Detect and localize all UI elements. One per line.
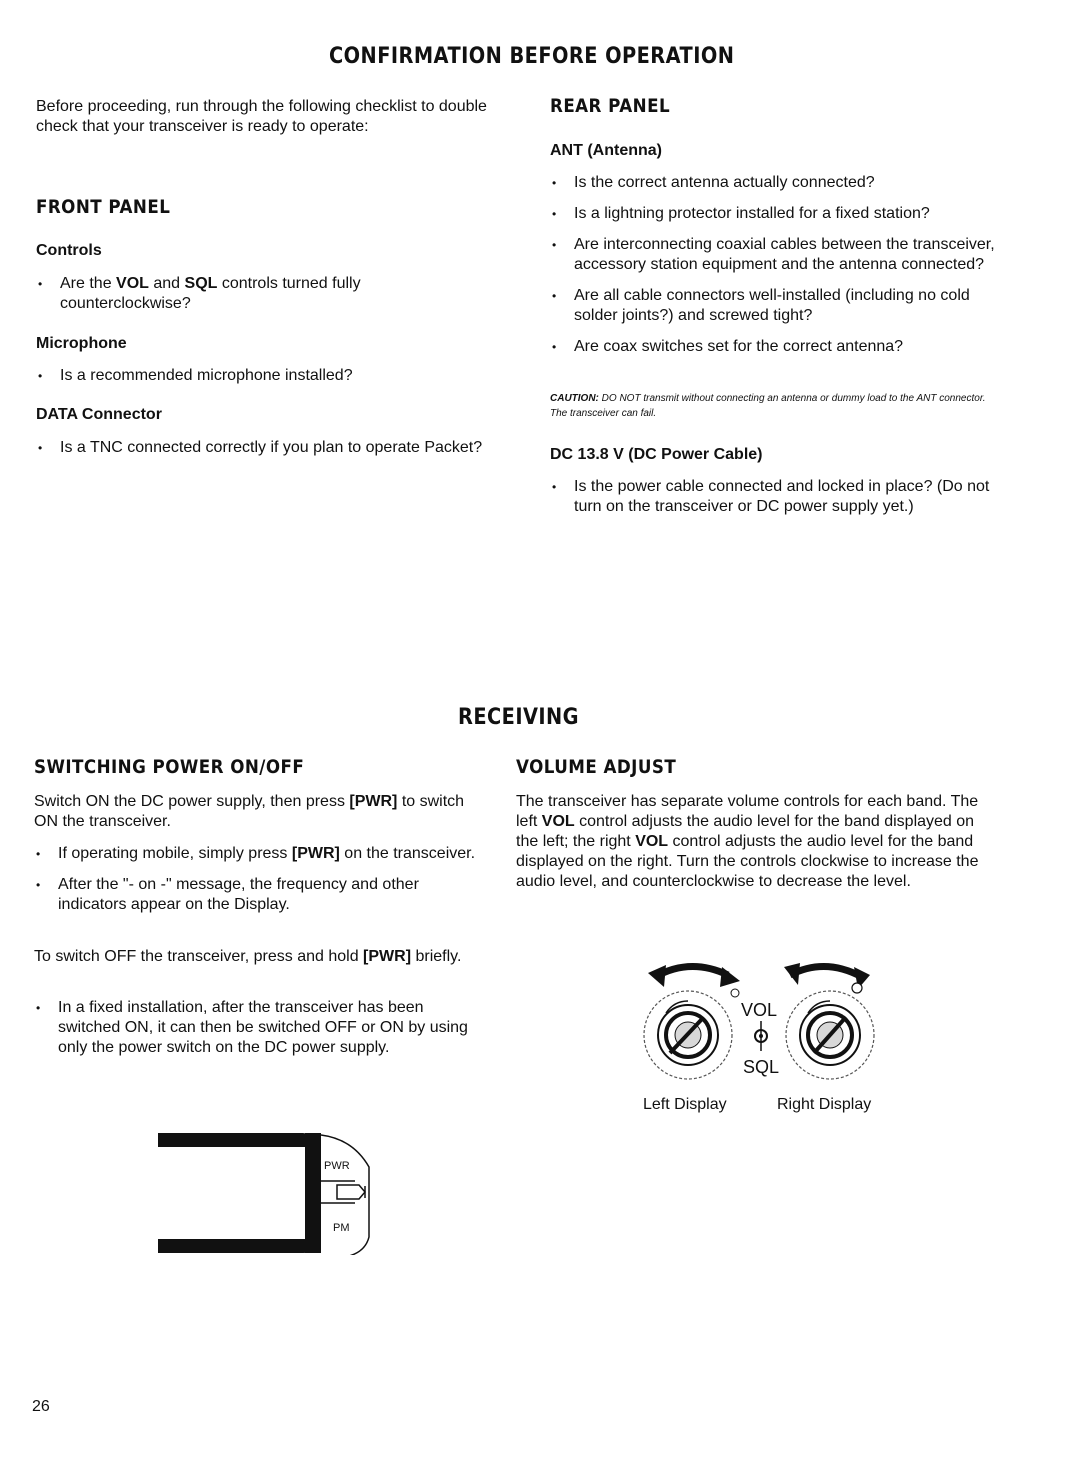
dc-power-heading: DC 13.8 V (DC Power Cable) [550,446,763,463]
pwr-label: PWR [324,1160,350,1172]
volume-paragraph: The transceiver has separate volume controls for each band. The left VOL control adjusts the audio level for the band displayed on the left; the right VOL control adjusts the audio level for the band displayed on the right. Turn the controls clockwise to increase the audio level, and counterclockwise to decrease the level. [516,793,979,890]
ant-list [550,173,996,368]
switching-list-2 [34,998,490,1069]
volume-knobs-illustration [640,955,900,1105]
transceiver-panel-illustration [155,1125,385,1255]
switching-paragraph-1: Switch ON the DC power supply, then press [PWR] to switch ON the transceiver. [34,793,465,830]
list-item: • Are coax switches set for the correct antenna? [550,337,996,357]
microphone-heading: Microphone [36,335,127,352]
arrow-head-left [648,965,666,987]
switching-power-heading: SWITCHING POWER ON/OFF [34,756,305,778]
list-item: • Is a recommended microphone installed? [36,366,486,386]
pwr-button-icon[interactable] [337,1185,365,1199]
vol-label: VOL [741,1000,778,1020]
list-item: • Is a TNC connected correctly if you plan to operate Packet? [36,438,486,458]
list-item: • After the "- on -" message, the frequency and other indicators appear on the Display. [34,875,484,915]
right-knob [786,991,874,1079]
right-display-caption: Right Display [777,1096,872,1113]
sql-label: SQL [743,1057,780,1077]
receiving-title: RECEIVING [458,705,580,730]
pm-label: PM [333,1222,350,1234]
ant-heading: ANT (Antenna) [550,142,662,159]
arrow-head-left-2 [784,963,800,985]
left-knob [644,991,732,1079]
list-item: • In a fixed installation, after the transceiver has been switched ON, it can then be switched OFF or ON by using only the power switch on the DC power supply. [34,998,490,1058]
data-connector-heading: DATA Connector [36,406,162,423]
page-title: CONFIRMATION BEFORE OPERATION [329,44,735,69]
page-number: 26 [32,1398,50,1415]
transceiver-body [158,1133,321,1253]
controls-heading: Controls [36,242,102,259]
list-item: • If operating mobile, simply press [PWR] on the transceiver. [34,844,484,864]
counterclockwise-arrow-icon [655,966,728,977]
list-item: • Are all cable connectors well-installed (including no cold solder joints?) and screwed tight? [550,286,996,326]
microphone-list [36,366,486,397]
list-item: • Are interconnecting coaxial cables between the transceiver, accessory station equipment and the antenna connected? [550,235,996,275]
caution-note: CAUTION: DO NOT transmit without connecting an antenna or dummy load to the ANT connector. The transceiver can fail. [550,393,986,419]
switching-list-1 [34,844,484,926]
intro-text: Before proceeding, run through the following checklist to double check that your transceiver is ready to operate: [36,98,487,135]
dc-power-list [550,477,996,528]
volume-adjust-heading: VOLUME ADJUST [516,756,677,778]
list-item: • Is the correct antenna actually connected? [550,173,996,193]
controls-list [36,274,486,325]
front-panel-heading: FRONT PANEL [36,196,171,218]
data-connector-list [36,438,486,469]
left-display-caption: Left Display [643,1096,727,1113]
list-item: • Is the power cable connected and locked in place? (Do not turn on the transceiver or DC power supply yet.) [550,477,996,517]
rear-panel-heading: REAR PANEL [550,95,671,117]
switching-paragraph-2: To switch OFF the transceiver, press and hold [PWR] briefly. [34,948,462,965]
list-item: • Are the VOL and SQL controls turned fully counterclockwise? [36,274,486,314]
list-item: • Is a lightning protector installed for a fixed station? [550,204,996,224]
arrow-head-right [720,967,740,987]
concentric-knob-icon [755,1021,767,1051]
clockwise-arrow-icon [790,966,862,977]
